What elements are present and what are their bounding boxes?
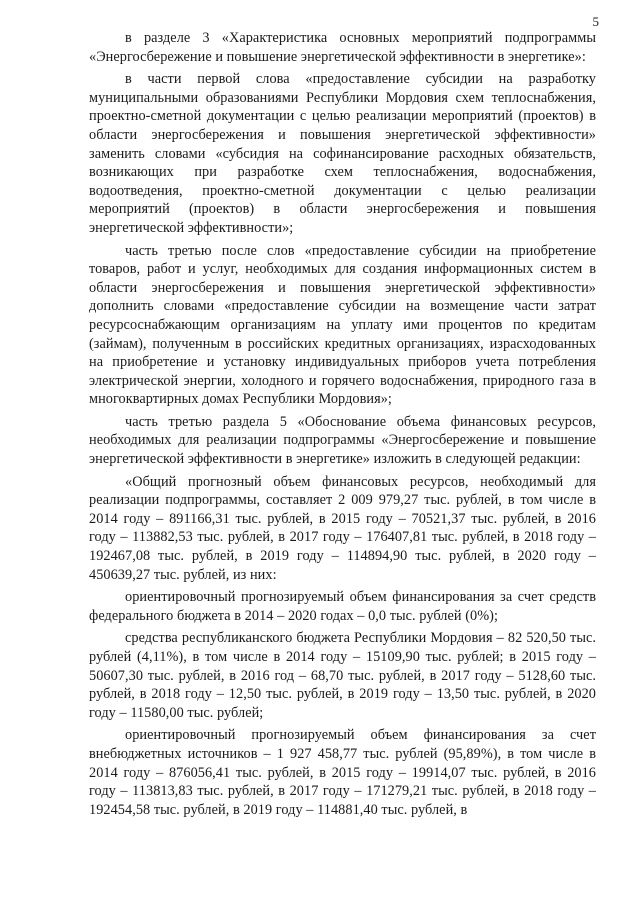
paragraph-republican-budget: средства республиканского бюджета Республики Мордовия – 82 520,50 тыс. рублей (4,11%), в том числе в 2014 году – 15109,90 тыс. рублей; в 2015 году – 50607,30 тыс. рублей, в 2016 год – 68,70 тыс. рублей, в 2017 году – 5128,60 тыс. рублей, в 2018 году – 12,50 тыс. рублей, в 2019 году – 13,50 тыс. рублей, в 2020 году – 11580,00 тыс. рублей; bbox=[89, 630, 596, 721]
paragraph-part-three-addition: часть третью после слов «предоставление субсидии на приобретение товаров, работ и услуг, необходимых для создания информационных систем в области энергосбережения и повышения энергетической эффективности» дополнить словами «предоставление субсидии на возмещение части затрат ресурсоснабжающим организациям на уплату ими процентов по кредитам (займам), полученным в российских кредитных организациях, израсходованных на приобретение и установку индивидуальных приборов учета потребления электрической энергии, холодного и горячего водоснабжения, природного газа в многоквартирных домах Республики Мордовия»; bbox=[89, 242, 596, 408]
paragraph-section3-heading: в разделе 3 «Характеристика основных мероприятий подпрограммы «Энергосбережение и повышение энергетической эффективности в энергетике»: bbox=[89, 30, 596, 65]
paragraph-federal-budget: ориентировочный прогнозируемый объем финансирования за счет средств федерального бюджета в 2014 – 2020 годах – 0,0 тыс. рублей (0%); bbox=[89, 589, 596, 624]
paragraph-part-one-amendment: в части первой слова «предоставление субсидии на разработку муниципальными образованиями Республики Мордовия схем теплоснабжения, проектно-сметной документации с целью реализации мероприятий (проектов) в области энергосбережения и повышения энергетической эффективности» заменить словами «субсидия на софинансирование расходных обязательств, возникающих при разработке схем теплоснабжения, водоснабжения, водоотведения, проектно-сметной документации с целью реализации мероприятий (проектов) в области энергосбережения и повышения энергетической эффективности»; bbox=[89, 71, 596, 236]
document-body bbox=[89, 29, 596, 819]
paragraph-extrabudgetary-sources: ориентировочный прогнозируемый объем финансирования за счет внебюджетных источников – 1 927 458,77 тыс. рублей (95,89%), в том числе в 2014 году – 876056,41 тыс. рублей, в 2015 году – 19914,07 тыс. рублей, в 2016 году – 113813,83 тыс. рублей, в 2017 году – 171279,21 тыс. рублей, в 2018 году – 192454,58 тыс. рублей, в 2019 году – 114881,40 тыс. рублей, в bbox=[89, 727, 596, 818]
page-number: 5 bbox=[592, 14, 599, 29]
paragraph-section5-intro: часть третью раздела 5 «Обоснование объема финансовых ресурсов, необходимых для реализации подпрограммы «Энергосбережение и повышение энергетической эффективности в энергетике» изложить в следующей редакции: bbox=[89, 413, 596, 468]
paragraph-total-funding: «Общий прогнозный объем финансовых ресурсов, необходимый для реализации подпрограммы, составляет 2 009 979,27 тыс. рублей, в том числе в 2014 году – 891166,31 тыс. рублей, в 2015 году – 70521,37 тыс. рублей, в 2016 году – 113882,53 тыс. рублей, в 2017 году – 176407,81 тыс. рублей, в 2018 году – 192467,08 тыс. рублей, в 2019 году – 114894,90 тыс. рублей, в 2020 году – 450639,27 тыс. рублей, из них: bbox=[89, 473, 596, 583]
